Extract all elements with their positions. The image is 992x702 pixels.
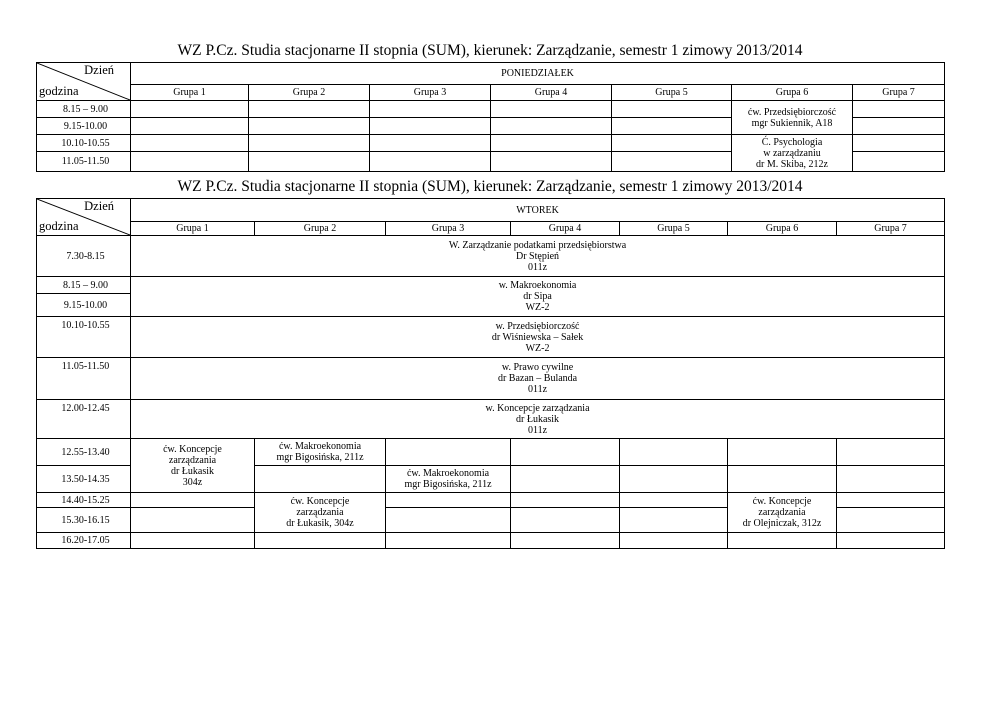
empty-cell [728, 466, 837, 493]
class-cell [732, 101, 853, 135]
empty-cell [837, 533, 945, 549]
group-header: Grupa 4 [511, 222, 620, 236]
empty-cell [370, 135, 491, 152]
lecture-line: Dr Stępień [516, 250, 560, 262]
time-slot: 10.10-10.55 [37, 135, 131, 152]
group-header: Grupa 2 [255, 222, 386, 236]
lecture-line: 011z [527, 424, 548, 436]
class-cell [131, 439, 255, 493]
lecture-line: dr Sipa [523, 291, 552, 302]
class-line: zarządzania [168, 454, 217, 466]
time-slot: 14.40-15.25 [37, 493, 131, 508]
empty-cell [131, 152, 249, 172]
group-header: Grupa 5 [620, 222, 728, 236]
empty-cell [491, 152, 612, 172]
empty-cell [853, 101, 945, 118]
empty-cell [370, 152, 491, 172]
empty-cell [837, 439, 945, 466]
empty-cell [249, 101, 370, 118]
lecture-line: WZ-2 [525, 302, 550, 313]
group-header: Grupa 2 [249, 85, 370, 101]
empty-cell [131, 135, 249, 152]
class-line: dr Olejniczak, 312z [742, 518, 822, 529]
group-header: Grupa 3 [370, 85, 491, 101]
empty-cell [386, 533, 511, 549]
hour-label: godzina [39, 84, 79, 98]
class-line: ćw. Makroekonomia [406, 468, 490, 479]
class-cell [386, 466, 511, 493]
lecture-cell [131, 400, 945, 439]
group-header: Grupa 6 [732, 85, 853, 101]
empty-cell [511, 493, 620, 508]
empty-cell [612, 135, 732, 152]
empty-cell [511, 466, 620, 493]
group-header: Grupa 5 [612, 85, 732, 101]
class-cell [728, 493, 837, 533]
empty-cell [837, 508, 945, 533]
empty-cell [620, 533, 728, 549]
class-line: 304z [182, 476, 203, 488]
empty-cell [491, 118, 612, 135]
class-line: zarządzania [758, 507, 806, 518]
empty-cell [853, 118, 945, 135]
empty-cell [837, 466, 945, 493]
lecture-cell [131, 236, 945, 277]
empty-cell [612, 118, 732, 135]
group-header: Grupa 1 [131, 85, 249, 101]
empty-cell [131, 118, 249, 135]
class-cell [255, 439, 386, 466]
lecture-cell [131, 277, 945, 317]
class-line: ćw. Przedsiębiorczość [747, 106, 837, 118]
class-line: dr Łukasik, 304z [286, 518, 354, 529]
group-header: Grupa 1 [131, 222, 255, 236]
class-line: dr Łukasik [170, 465, 215, 477]
empty-cell [728, 533, 837, 549]
empty-cell [131, 533, 255, 549]
day-name-monday: PONIEDZIAŁEK [131, 63, 945, 85]
empty-cell [728, 439, 837, 466]
class-line: mgr Bigosińska, 211z [276, 452, 364, 463]
time-slot: 15.30-16.15 [37, 508, 131, 533]
class-line: ćw. Koncepcje [290, 496, 350, 507]
lecture-line: 011z [527, 384, 548, 395]
lecture-line: W. Zarządzanie podatkami przedsiębiorstwa [448, 239, 627, 251]
empty-cell [620, 508, 728, 533]
empty-cell [249, 135, 370, 152]
monday-timetable [36, 62, 945, 172]
group-header: Grupa 6 [728, 222, 837, 236]
empty-cell [511, 508, 620, 533]
time-slot: 9.15-10.00 [37, 118, 131, 135]
empty-cell [370, 101, 491, 118]
lecture-cell [131, 317, 945, 358]
empty-cell [853, 135, 945, 152]
empty-cell [131, 101, 249, 118]
time-slot: 10.10-10.55 [37, 317, 131, 358]
empty-cell [620, 493, 728, 508]
empty-cell [249, 152, 370, 172]
day-label: Dzień [84, 63, 114, 77]
class-line: dr M. Skiba, 212z [756, 158, 828, 170]
time-slot: 12.00-12.45 [37, 400, 131, 439]
group-header: Grupa 3 [386, 222, 511, 236]
empty-cell [620, 466, 728, 493]
day-label: Dzień [84, 199, 114, 213]
lecture-line: dr Bazan – Bulanda [497, 373, 578, 384]
empty-cell [386, 439, 511, 466]
tuesday-schedule-title: WZ P.Cz. Studia stacjonarne II stopnia (SUM), kierunek: Zarządzanie, semestr 1 zimowy 2013/2014 [177, 178, 803, 195]
tuesday-timetable [36, 198, 945, 549]
group-header: Grupa 7 [853, 85, 945, 101]
empty-cell [386, 508, 511, 533]
time-slot: 8.15 – 9.00 [37, 277, 131, 294]
hour-label: godzina [39, 219, 79, 233]
empty-cell [620, 439, 728, 466]
group-header: Grupa 4 [491, 85, 612, 101]
class-line: w zarządzaniu [763, 147, 821, 159]
empty-cell [131, 508, 255, 533]
corner-header [37, 63, 131, 101]
time-slot: 12.55-13.40 [37, 439, 131, 466]
day-name-tuesday: WTOREK [131, 199, 945, 222]
time-slot: 7.30-8.15 [37, 236, 131, 277]
lecture-line: w. Prawo cywilne [501, 362, 574, 373]
empty-cell [511, 533, 620, 549]
class-line: zarządzania [296, 507, 344, 518]
time-slot: 9.15-10.00 [37, 294, 131, 317]
class-line: ćw. Koncepcje [163, 443, 222, 455]
empty-cell [370, 118, 491, 135]
lecture-line: WZ-2 [525, 342, 550, 354]
class-line: mgr Sukiennik, A18 [751, 117, 833, 129]
time-slot: 11.05-11.50 [37, 358, 131, 400]
time-slot: 8.15 – 9.00 [37, 101, 131, 118]
class-cell [732, 135, 853, 172]
class-cell [255, 493, 386, 533]
lecture-line: w. Przedsiębiorczość [495, 320, 580, 332]
empty-cell [249, 118, 370, 135]
lecture-line: w. Makroekonomia [498, 280, 577, 291]
empty-cell [837, 493, 945, 508]
class-line: mgr Bigosińska, 211z [404, 479, 492, 490]
empty-cell [612, 152, 732, 172]
empty-cell [386, 493, 511, 508]
lecture-line: dr Wiśniewska – Sałek [491, 331, 584, 343]
class-line: ćw. Makroekonomia [278, 441, 362, 452]
time-slot: 16.20-17.05 [37, 533, 131, 549]
lecture-line: w. Koncepcje zarządzania [485, 402, 590, 414]
empty-cell [491, 135, 612, 152]
empty-cell [612, 101, 732, 118]
monday-schedule-title: WZ P.Cz. Studia stacjonarne II stopnia (SUM), kierunek: Zarządzanie, semestr 1 zimowy 2013/2014 [177, 42, 803, 59]
lecture-cell [131, 358, 945, 400]
empty-cell [511, 439, 620, 466]
lecture-line: 011z [527, 261, 548, 273]
empty-cell [131, 493, 255, 508]
class-line: Ć. Psychologia [761, 136, 823, 148]
empty-cell [255, 533, 386, 549]
empty-cell [255, 466, 386, 493]
lecture-line: dr Łukasik [516, 413, 560, 425]
corner-header [37, 199, 131, 236]
empty-cell [853, 152, 945, 172]
time-slot: 13.50-14.35 [37, 466, 131, 493]
time-slot: 11.05-11.50 [37, 152, 131, 172]
empty-cell [491, 101, 612, 118]
group-header: Grupa 7 [837, 222, 945, 236]
class-line: ćw. Koncepcje [752, 496, 812, 507]
